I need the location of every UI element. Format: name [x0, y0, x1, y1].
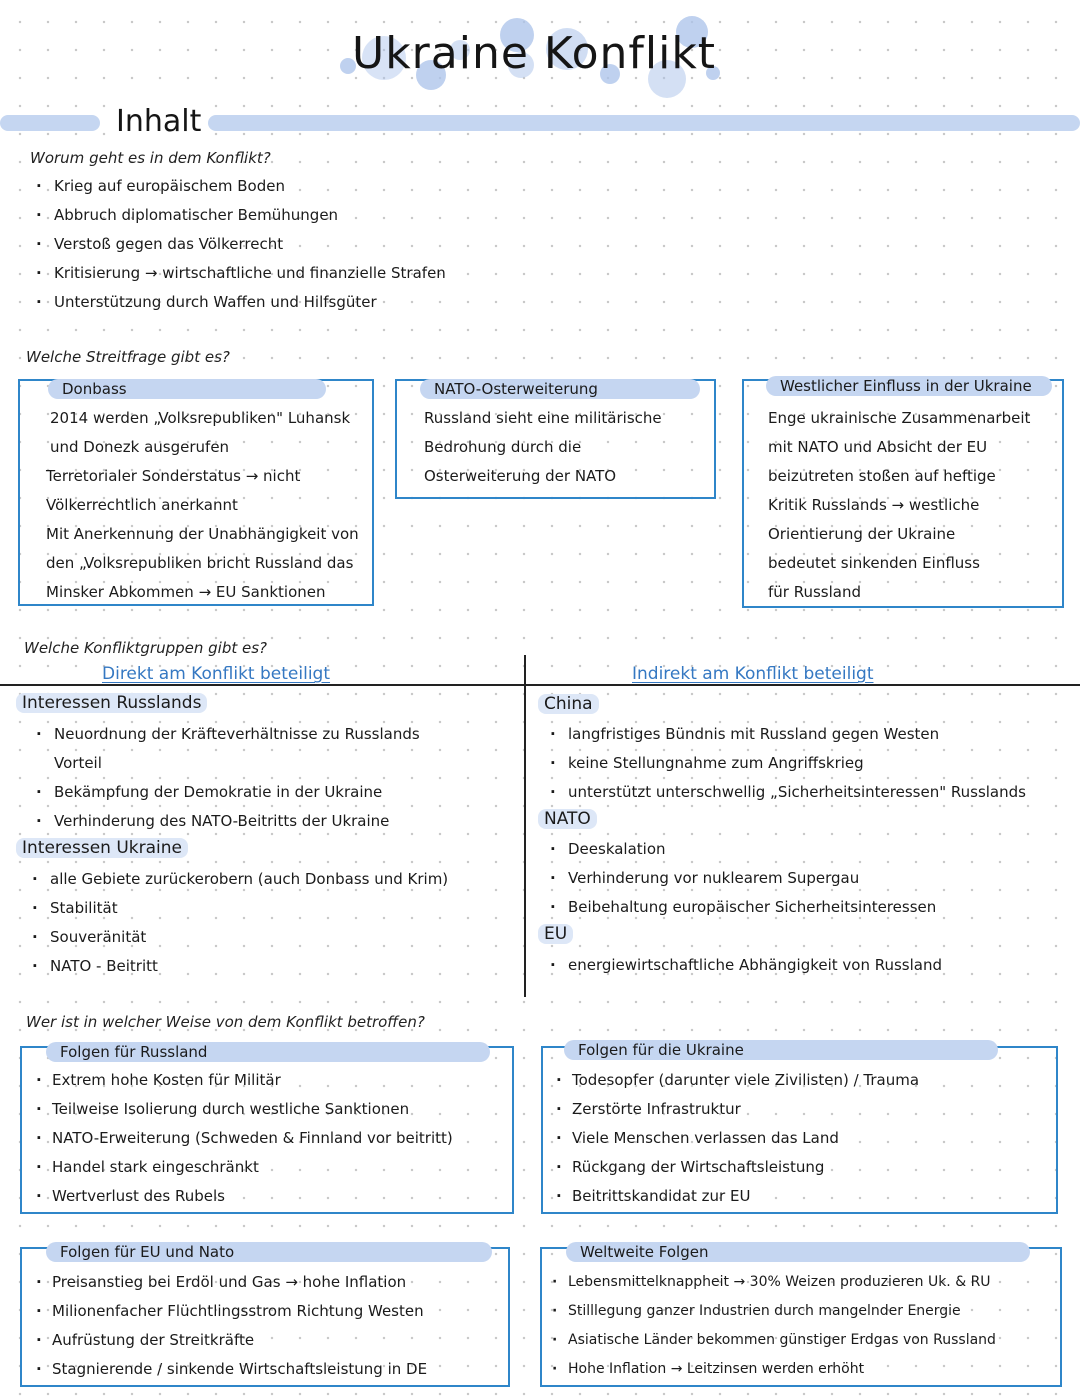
divider-vertical — [524, 655, 526, 997]
text-line: Bedrohung durch die — [424, 438, 582, 456]
list-item: · Todesopfer (darunter viele Zivilisten) / Trauma — [552, 1066, 919, 1095]
list-item: · alle Gebiete zurückerobern (auch Donbass und Krim) — [28, 865, 448, 894]
column-heading-indirect: Indirekt am Konflikt beteiligt — [632, 664, 874, 684]
text-line: mit NATO und Absicht der EU — [768, 438, 988, 456]
list-item: · Asiatische Länder bekommen günstiger Erdgas von Russland — [548, 1326, 996, 1355]
text-line: Minsker Abkommen → EU Sanktionen — [46, 583, 326, 601]
list-item: · Extrem hohe Kosten für Militär — [32, 1066, 453, 1095]
list-item: · Stabilität — [28, 894, 448, 923]
list-item: · Zerstörte Infrastruktur — [552, 1095, 919, 1124]
text-line: 2014 werden „Volksrepubliken" Luhansk — [50, 409, 351, 427]
list-item: · Milionenfacher Flüchtlingsstrom Richtung Westen — [32, 1297, 427, 1326]
china-list — [546, 720, 1026, 807]
list-item: · Viele Menschen verlassen das Land — [552, 1124, 919, 1153]
box-label-donbass: Donbass — [48, 379, 326, 399]
group-heading-nato: NATO — [538, 809, 597, 829]
box-label-ukraine: Folgen für die Ukraine — [564, 1040, 998, 1060]
list-item: · Verhinderung des NATO-Beitritts der Ukraine — [32, 807, 420, 836]
list-item: · Neuordnung der Kräfteverhältnisse zu Russlands — [32, 720, 420, 749]
list-item: · Lebensmittelknappheit → 30% Weizen produzieren Uk. & RU — [548, 1268, 996, 1297]
box-label-nato: NATO-Osterweiterung — [420, 379, 700, 399]
box-label-west: Westlicher Einfluss in der Ukraine — [766, 376, 1052, 396]
list-item: · Stilllegung ganzer Industrien durch mangelnder Energie — [548, 1297, 996, 1326]
box-body-west — [768, 404, 1030, 607]
text-line: bedeutet sinkenden Einfluss — [768, 554, 980, 572]
question-4: Wer ist in welcher Weise von dem Konflikt betroffen? — [26, 1013, 425, 1031]
text-line: beizutreten stoßen auf heftige — [768, 467, 996, 485]
list-item: · Kritisierung → wirtschaftliche und finanzielle Strafen — [32, 259, 446, 288]
list-item: · Aufrüstung der Streitkräfte — [32, 1326, 427, 1355]
folgen-ukraine-list — [552, 1066, 919, 1211]
list-item: · Preisanstieg bei Erdöl und Gas → hohe Inflation — [32, 1268, 427, 1297]
header-bar-right — [208, 115, 1080, 131]
section-heading-inhalt: Inhalt — [110, 104, 207, 139]
question-1: Worum geht es in dem Konflikt? — [30, 149, 271, 167]
list-item: · Hohe Inflation → Leitzinsen werden erhöht — [548, 1355, 996, 1384]
group-heading-russland: Interessen Russlands — [16, 693, 207, 713]
box-label-russland: Folgen für Russland — [46, 1042, 490, 1062]
ukraine-interests-list — [28, 865, 448, 981]
text-line: Kritik Russlands → westliche — [768, 496, 980, 514]
list-item: · keine Stellungnahme zum Angriffskrieg — [546, 749, 1026, 778]
folgen-russland-list — [32, 1066, 453, 1211]
eu-list — [546, 951, 942, 980]
list-item: · Stagnierende / sinkende Wirtschaftsleistung in DE — [32, 1355, 427, 1384]
list-item: · Beibehaltung europäischer Sicherheitsinteressen — [546, 893, 936, 922]
group-heading-ukraine: Interessen Ukraine — [16, 838, 188, 858]
list-item: · Beitrittskandidat zur EU — [552, 1182, 919, 1211]
divider-horizontal — [0, 684, 1080, 686]
text-line: Osterweiterung der NATO — [424, 467, 617, 485]
folgen-eu-nato-list — [32, 1268, 427, 1384]
box-body-nato — [424, 404, 662, 491]
box-label-welt: Weltweite Folgen — [566, 1242, 1030, 1262]
page-title: Ukraine Konflikt — [352, 28, 717, 79]
text-line: Orientierung der Ukraine — [768, 525, 956, 543]
list-item: · energiewirtschaftliche Abhängigkeit von Russland — [546, 951, 942, 980]
list-item: · Handel stark eingeschränkt — [32, 1153, 453, 1182]
group-heading-china: China — [538, 694, 599, 714]
text-line: Russland sieht eine militärische — [424, 409, 662, 427]
list-item: · NATO-Erweiterung (Schweden & Finnland vor beitritt) — [32, 1124, 453, 1153]
list-item: · Teilweise Isolierung durch westliche Sanktionen — [32, 1095, 453, 1124]
question-3: Welche Konfliktgruppen gibt es? — [24, 639, 267, 657]
list-item: · Unterstützung durch Waffen und Hilfsgüter — [32, 288, 446, 317]
box-body-donbass — [34, 404, 359, 607]
weltweite-folgen-list — [548, 1268, 996, 1384]
group-heading-eu: EU — [538, 924, 573, 944]
text-line: Völkerrechtlich anerkannt — [46, 496, 238, 514]
list-item: · Krieg auf europäischem Boden — [32, 172, 446, 201]
list-item: · Rückgang der Wirtschaftsleistung — [552, 1153, 919, 1182]
question-2: Welche Streitfrage gibt es? — [26, 348, 230, 366]
list-item: · Verhinderung vor nuklearem Supergau — [546, 864, 936, 893]
list-item: · Bekämpfung der Demokratie in der Ukraine — [32, 778, 420, 807]
text-line: Enge ukrainische Zusammenarbeit — [768, 409, 1031, 427]
box-label-eu-nato: Folgen für EU und Nato — [46, 1242, 492, 1262]
column-heading-direct: Direkt am Konflikt beteiligt — [102, 664, 331, 684]
text-line: Terretorialer Sonderstatus → nicht — [46, 467, 301, 485]
header-bar-left — [0, 115, 100, 131]
text-line: und Donezk ausgerufen — [50, 438, 230, 456]
list-item: · langfristiges Bündnis mit Russland gegen Westen — [546, 720, 1026, 749]
text-line: Mit Anerkennung der Unabhängigkeit von — [46, 525, 359, 543]
list-item: · Deeskalation — [546, 835, 936, 864]
list-item: · Souveränität — [28, 923, 448, 952]
list-item: · Wertverlust des Rubels — [32, 1182, 453, 1211]
russia-interests-list — [32, 720, 420, 836]
list-item: · NATO - Beitritt — [28, 952, 448, 981]
list-item: · Abbruch diplomatischer Bemühungen — [32, 201, 446, 230]
list-item: · Verstoß gegen das Völkerrecht — [32, 230, 446, 259]
list-item: Vorteil — [54, 754, 102, 772]
text-line: den „Volksrepubliken bricht Russland das — [46, 554, 354, 572]
q1-list — [32, 172, 446, 317]
text-line: für Russland — [768, 583, 861, 601]
nato-list — [546, 835, 936, 922]
list-item: · unterstützt unterschwellig „Sicherheitsinteressen" Russlands — [546, 778, 1026, 807]
